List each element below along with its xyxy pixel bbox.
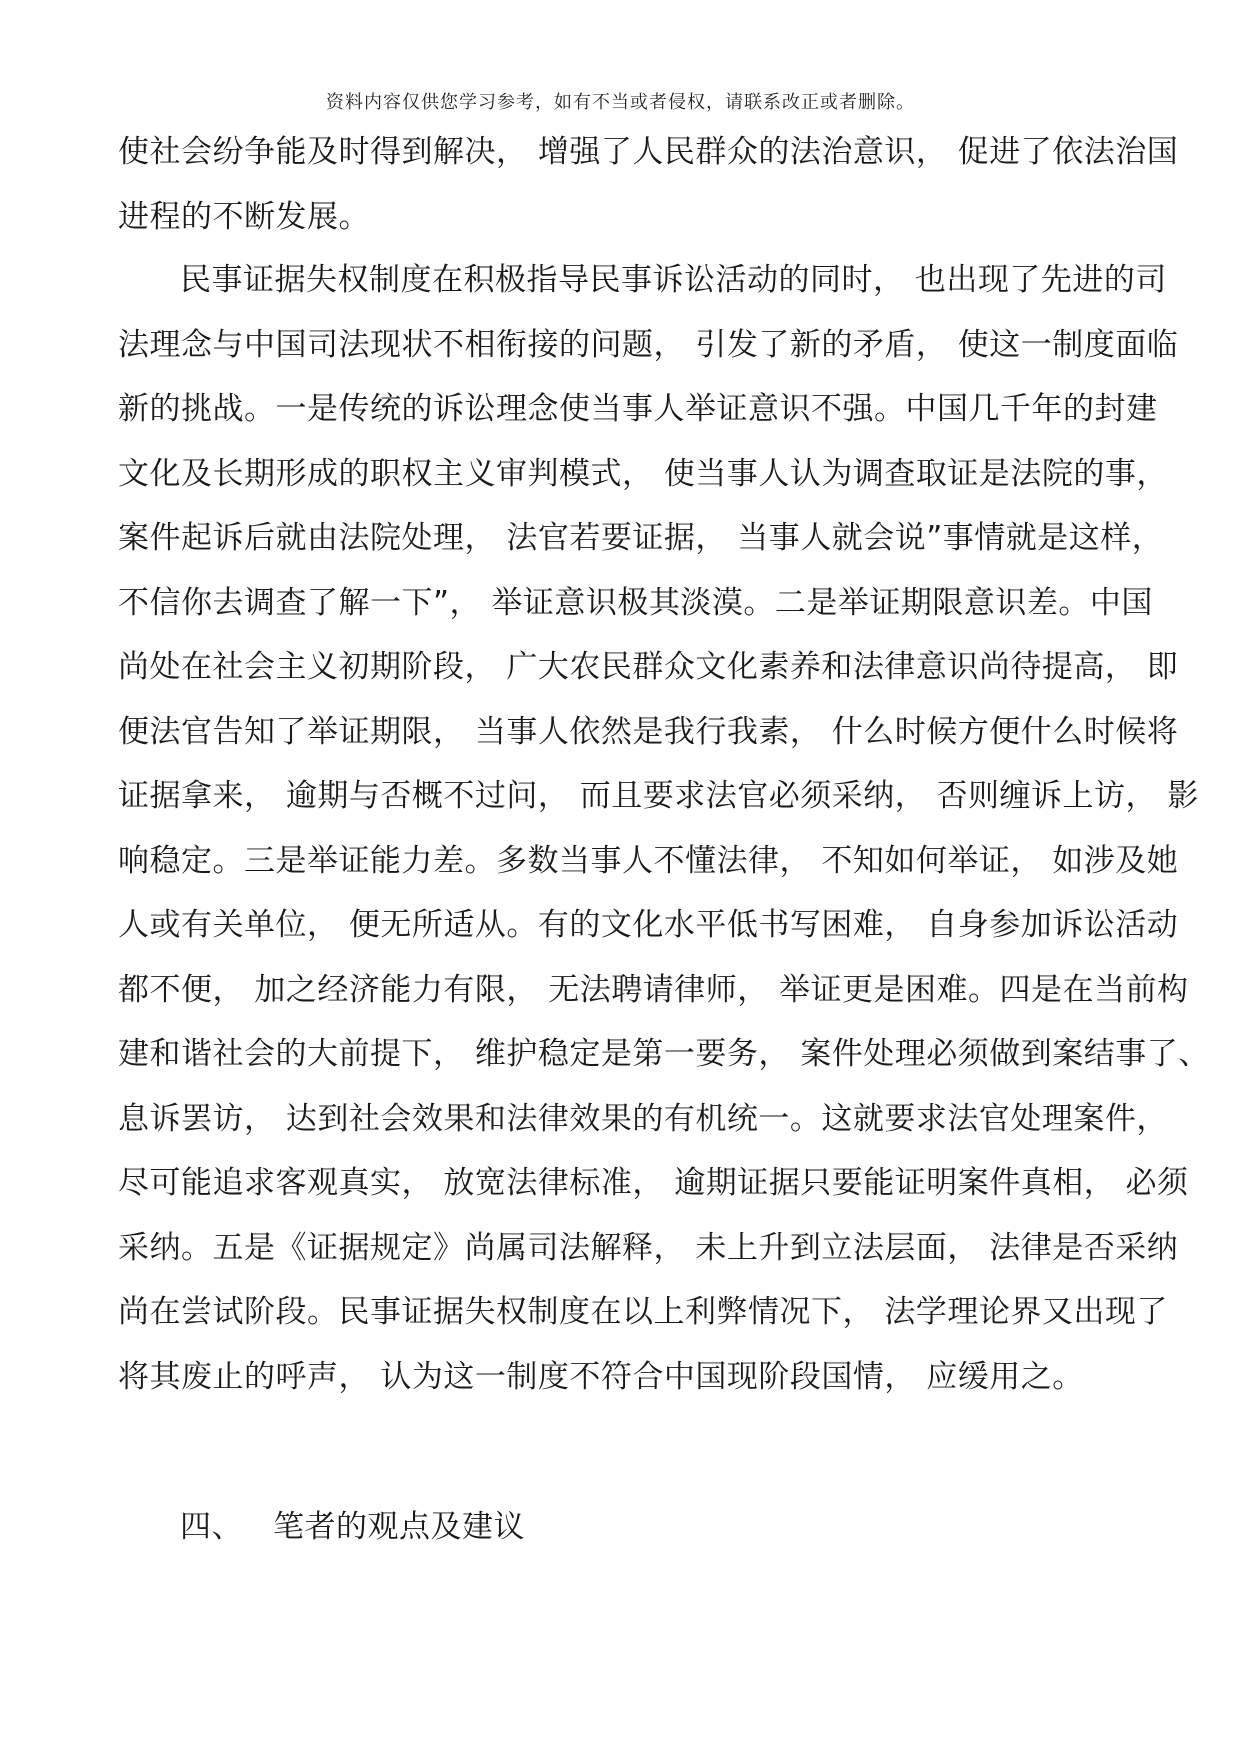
paragraph-line: 都不便， 加之经济能力有限， 无法聘请律师， 举证更是困难。四是在当前构	[118, 971, 1189, 1008]
paragraph-line: 建和谐社会的大前提下， 维护稳定是第一要务， 案件处理必须做到案结事了、	[118, 1036, 1210, 1072]
section-number: 四、	[180, 1509, 243, 1545]
section-title: 笔者的观点及建议	[273, 1509, 525, 1545]
paragraph-line: 将其废止的呼声， 认为这一制度不符合中国现阶段国情， 应缓用之。	[118, 1358, 1084, 1395]
paragraph-line: 法理念与中国司法现状不相衔接的问题， 引发了新的矛盾， 使这一制度面临	[118, 326, 1179, 363]
paragraph-line: 新的挑战。一是传统的诉讼理念使当事人举证意识不强。中国几千年的封建	[118, 391, 1158, 427]
paragraph-1	[118, 120, 1179, 249]
paragraph-line: 案件起诉后就由法院处理， 法官若要证据， 当事人就会说”事情就是这样，	[118, 520, 1164, 556]
header-disclaimer: 资料内容仅供您学习参考，如有不当或者侵权，请联系改正或者删除。	[326, 92, 915, 113]
paragraph-line: 文化及长期形成的职权主义审判模式， 使当事人认为调查取证是法院的事，	[118, 455, 1168, 492]
paragraph-line: 民事证据失权制度在积极指导民事诉讼活动的同时， 也出现了先进的司	[180, 262, 1167, 298]
paragraph-2	[118, 248, 1210, 1409]
paragraph-line: 响稳定。三是举证能力差。多数当事人不懂法律， 不知如何举证， 如涉及她	[118, 842, 1179, 879]
paragraph-line: 尚处在社会主义初期阶段， 广大农民群众文化素养和法律意识尚待提高， 即	[118, 649, 1179, 685]
paragraph-line: 进程的不断发展。	[118, 198, 370, 235]
paragraph-line: 尚在尝试阶段。民事证据失权制度在以上利弊情况下， 法学理论界又出现了	[118, 1294, 1168, 1330]
paragraph-line: 人或有关单位， 便无所适从。有的文化水平低书写困难， 自身参加诉讼活动	[118, 907, 1179, 943]
section-heading-line	[118, 1495, 1128, 1560]
paragraph-line: 使社会纷争能及时得到解决， 增强了人民群众的法治意识， 促进了依法治国	[118, 134, 1179, 170]
paragraph-line: 证据拿来， 逾期与否概不过问， 而且要求法官必须采纳， 否则缠诉上访， 影	[118, 778, 1199, 814]
section-heading	[118, 1495, 1128, 1560]
paragraph-line: 不信你去调查了解一下”， 举证意识极其淡漠。二是举证期限意识差。中国	[118, 584, 1153, 621]
paragraph-line: 采纳。五是《证据规定》尚属司法解释， 未上升到立法层面， 法律是否采纳	[118, 1229, 1179, 1266]
paragraph-line: 便法官告知了举证期限， 当事人依然是我行我素， 什么时候方便什么时候将	[118, 713, 1179, 750]
paragraph-line: 尽可能追求客观真实， 放宽法律标准， 逾期证据只要能证明案件真相， 必须	[118, 1165, 1189, 1201]
paragraph-line: 息诉罢访， 达到社会效果和法律效果的有机统一。这就要求法官处理案件，	[118, 1100, 1168, 1137]
